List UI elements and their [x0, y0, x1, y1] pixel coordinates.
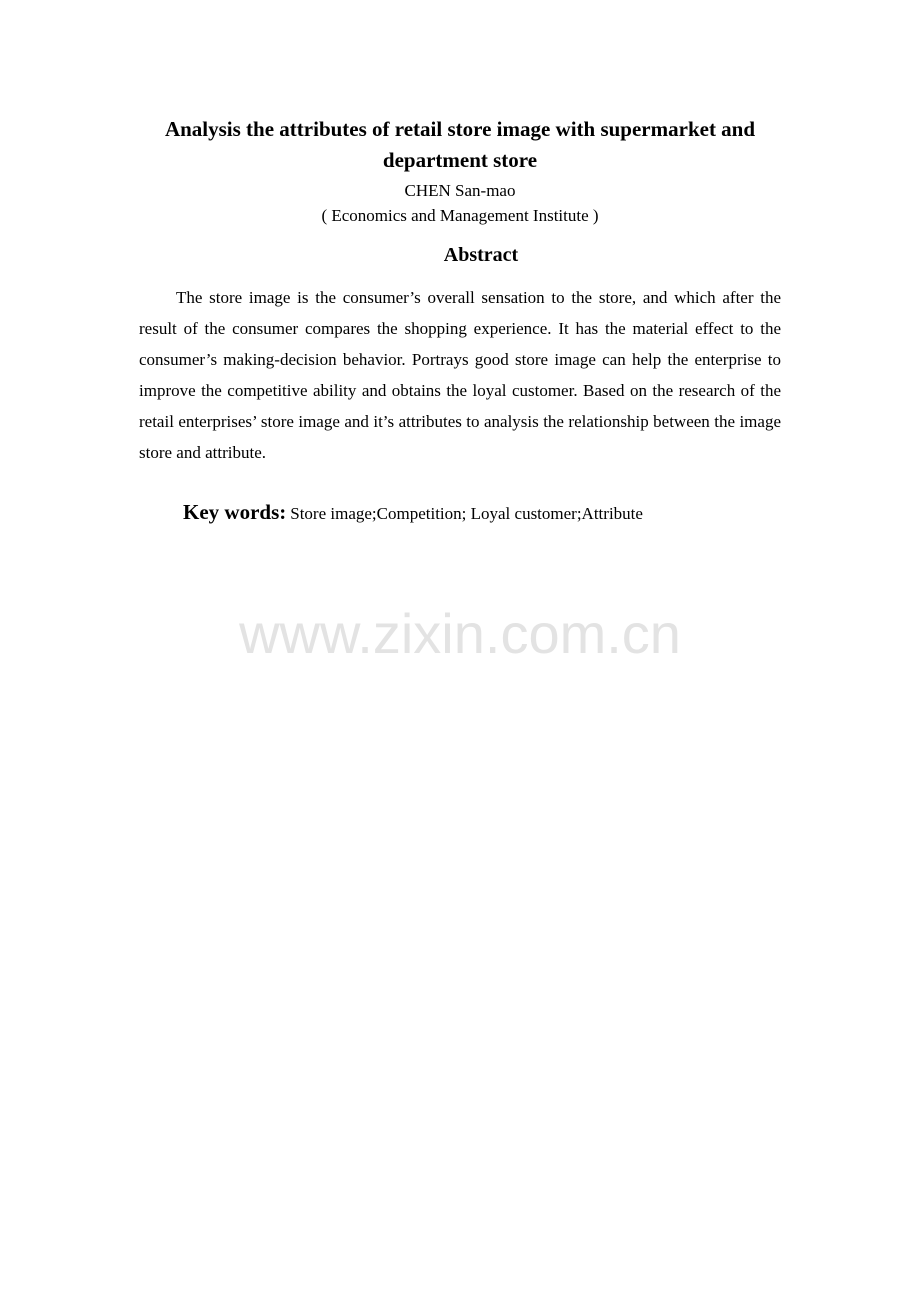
abstract-heading: Abstract	[443, 244, 519, 266]
author-name: CHEN San-mao	[404, 181, 516, 200]
watermark-text: www.zixin.com.cn	[239, 602, 681, 665]
paper-title: Analysis the attributes of retail store image with supermarket and department store	[164, 117, 756, 172]
keywords-line	[183, 497, 783, 530]
author-affiliation: ( Economics and Management Institute )	[321, 206, 599, 225]
keywords-text: Store image;Competition; Loyal customer;Attribute	[290, 504, 643, 523]
abstract-body: The store image is the consumer’s overall sensation to the store, and which after the result of the consumer compares the shopping experience. It has the material effect to the consumer’s making-decision behavior. Portrays good store image can help the enterprise to improve the competitive ability and obtains the loyal customer. Based on the research of the retail enterprises’ store image and it’s attributes to analysis the relationship between the image store and attribute.	[139, 288, 781, 462]
keywords-label: Key words:	[183, 500, 287, 524]
